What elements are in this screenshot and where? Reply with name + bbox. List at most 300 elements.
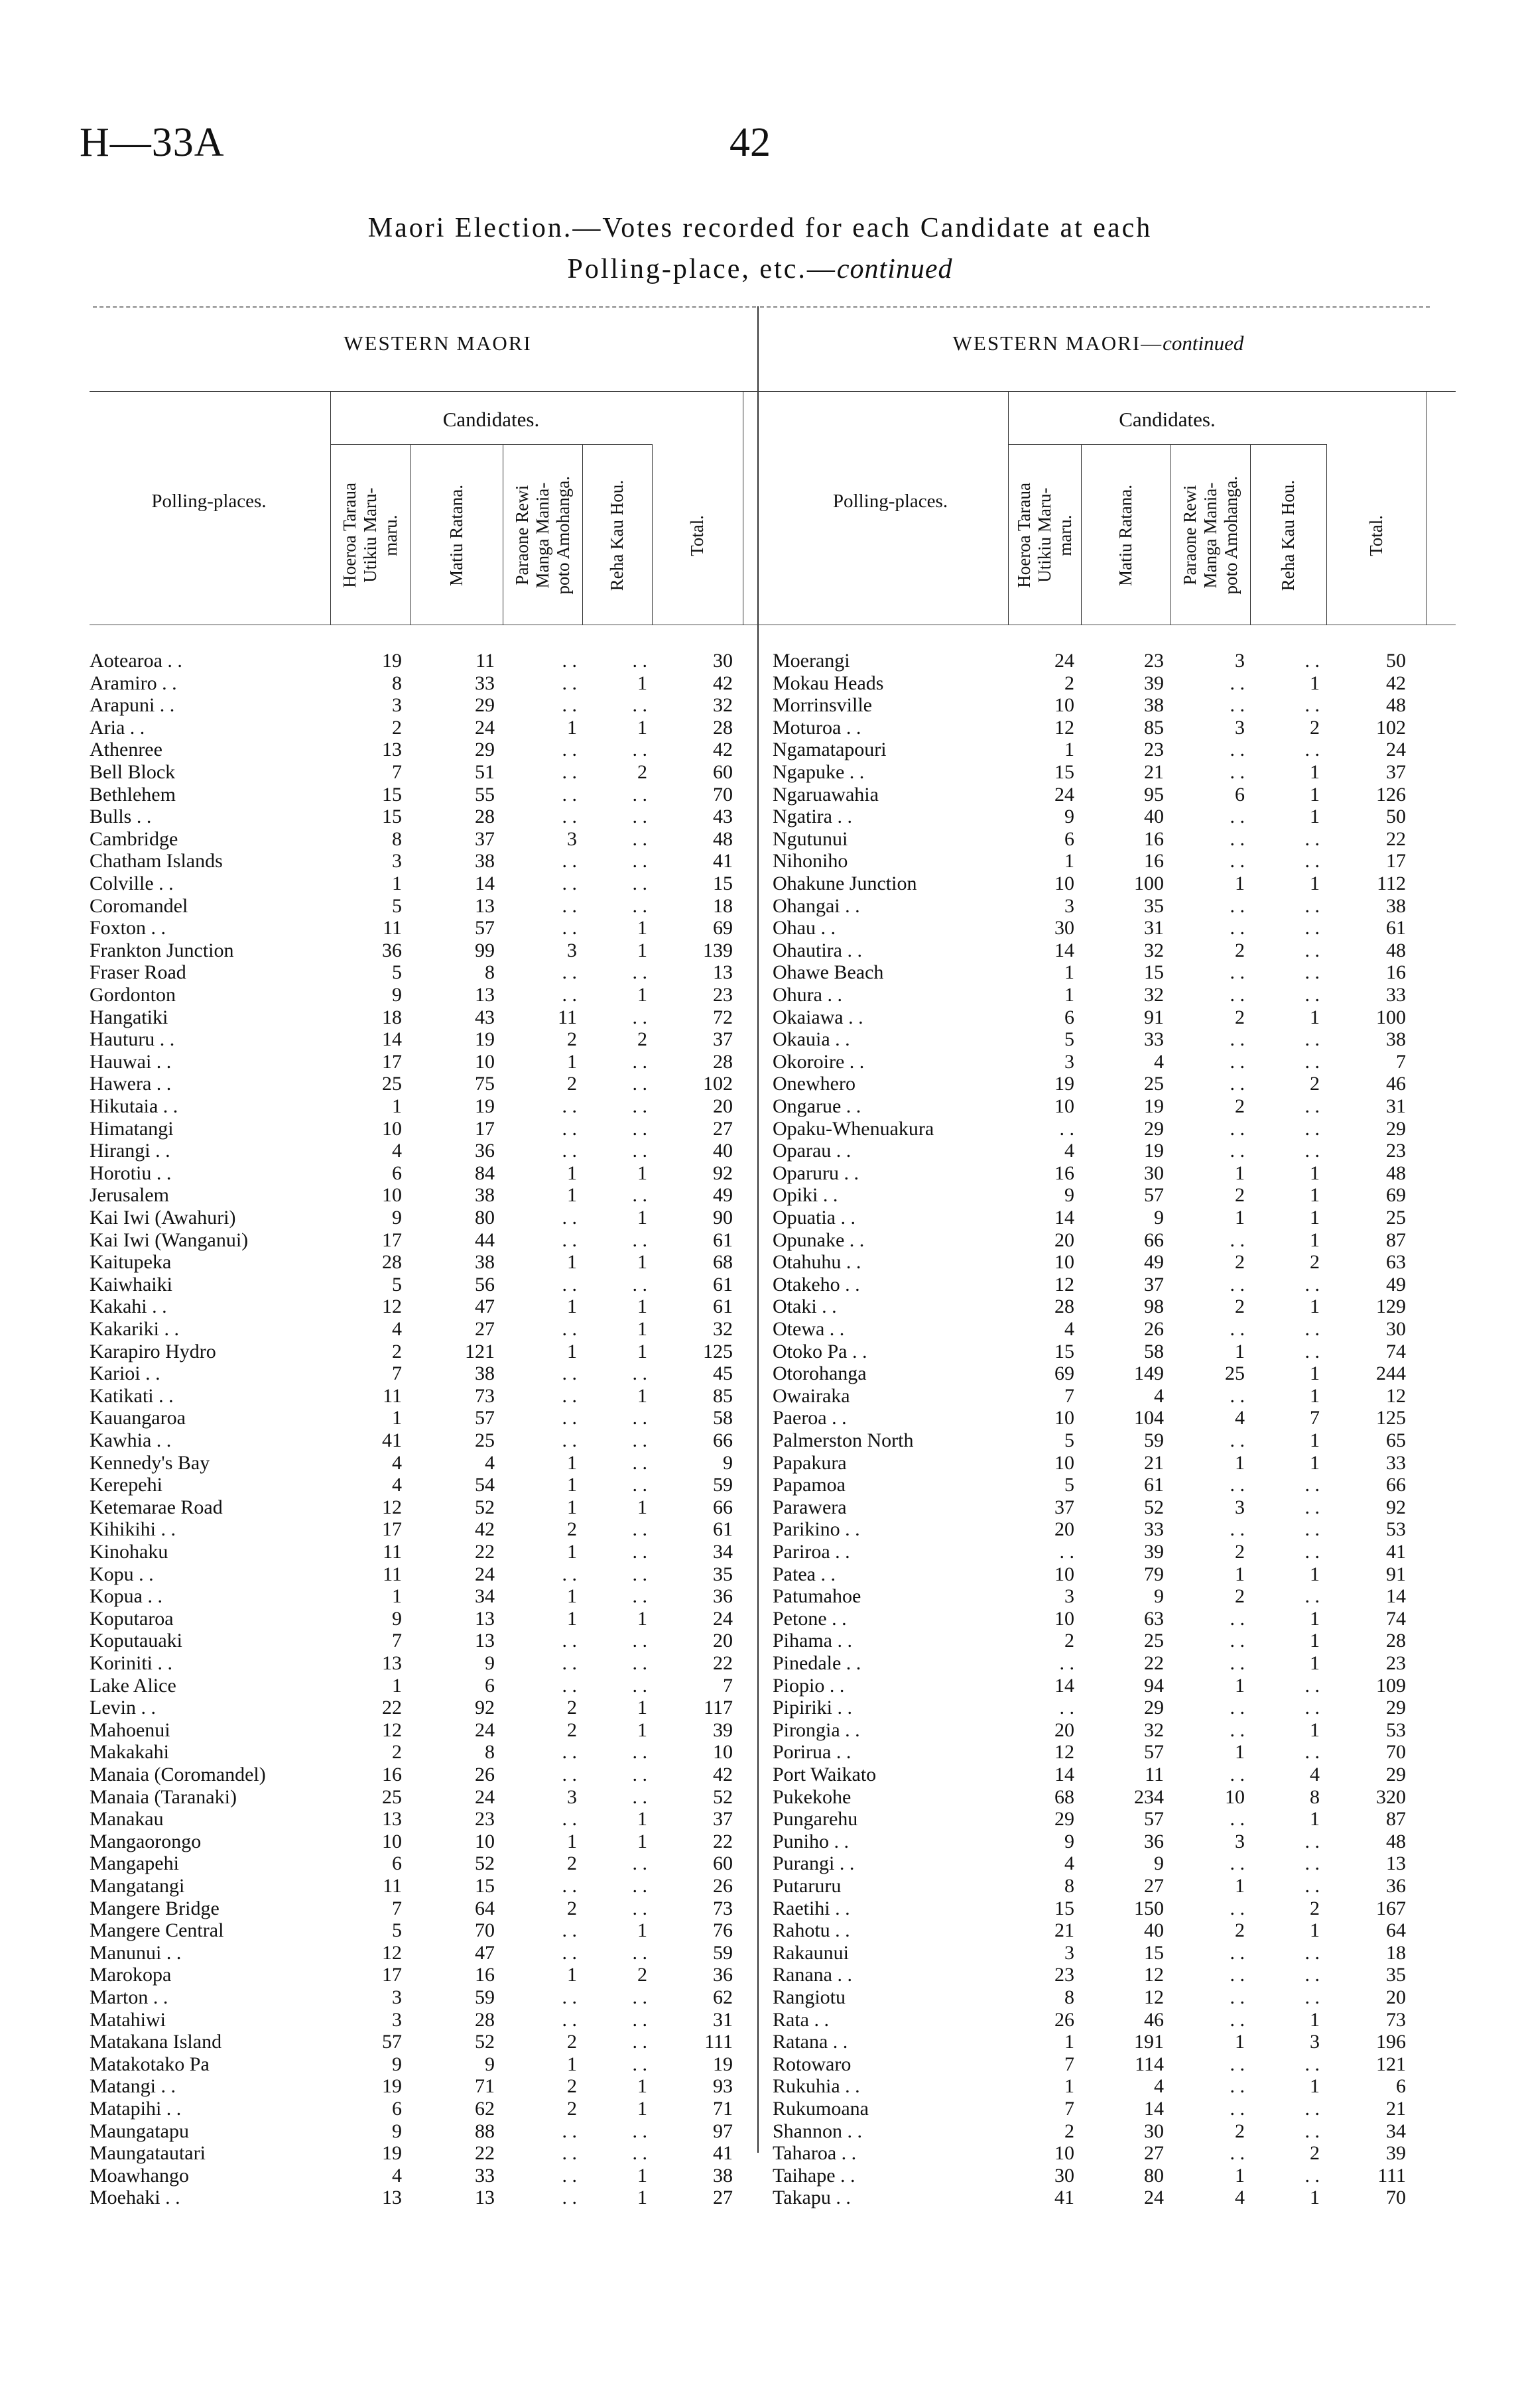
table-row <box>773 1184 1456 1206</box>
cell-ratana: 70 <box>475 1919 495 1942</box>
polling-place-name: Rangiotu <box>773 1986 846 2008</box>
cell-reha: 1 <box>637 1162 647 1184</box>
cell-reha: . . <box>632 1184 647 1207</box>
cell-hoeroa: 1 <box>392 1674 402 1697</box>
cell-paraone: . . <box>1230 672 1245 694</box>
cell-hoeroa: 17 <box>382 1050 402 1073</box>
cell-total: 42 <box>713 672 733 694</box>
cell-reha: 1 <box>1310 1295 1320 1318</box>
cell-paraone: 2 <box>1235 1541 1245 1563</box>
cell-ratana: 59 <box>1144 1429 1164 1451</box>
cell-ratana: 23 <box>475 1808 495 1831</box>
cell-ratana: 30 <box>1144 2120 1164 2142</box>
cell-total: 32 <box>713 1318 733 1340</box>
cell-ratana: 13 <box>475 1630 495 1652</box>
cell-ratana: 15 <box>1144 961 1164 984</box>
cell-reha: . . <box>632 850 647 873</box>
cell-ratana: 40 <box>1144 1919 1164 1942</box>
table-row <box>90 1808 773 1830</box>
table-row <box>90 828 773 850</box>
cell-hoeroa: 15 <box>382 783 402 806</box>
cell-hoeroa: 20 <box>1054 1718 1074 1741</box>
cell-reha: . . <box>632 1630 647 1652</box>
cell-reha: 1 <box>637 2187 647 2209</box>
cell-total: 74 <box>1386 1340 1406 1362</box>
polling-place-name: Bethlehem <box>90 783 176 806</box>
cell-paraone: 1 <box>567 1340 577 1362</box>
cell-reha: 1 <box>1310 1006 1320 1028</box>
cell-reha: 1 <box>1310 1652 1320 1674</box>
cell-paraone: . . <box>1230 2142 1245 2165</box>
cell-ratana: 38 <box>475 850 495 873</box>
cell-reha: . . <box>1304 739 1320 761</box>
cell-hoeroa: 13 <box>382 1808 402 1831</box>
cell-ratana: 150 <box>1134 1897 1164 1919</box>
table-row <box>773 1385 1456 1407</box>
cell-ratana: 24 <box>1144 2187 1164 2209</box>
table-row <box>90 1006 773 1028</box>
cell-reha: 3 <box>1310 2031 1320 2053</box>
cell-paraone: . . <box>1230 761 1245 783</box>
cell-reha: . . <box>632 1474 647 1496</box>
table-row <box>773 1095 1456 1117</box>
polling-place-name: Kaiwhaiki <box>90 1273 172 1295</box>
cell-hoeroa: 5 <box>392 1919 402 1942</box>
cell-total: 121 <box>1376 2053 1406 2075</box>
cell-reha: 1 <box>637 1718 647 1741</box>
cell-total: 22 <box>713 1830 733 1852</box>
cell-hoeroa: 10 <box>1054 2142 1074 2165</box>
cell-ratana: 15 <box>475 1875 495 1897</box>
cell-hoeroa: 8 <box>1064 1875 1074 1897</box>
cell-total: 20 <box>1386 1986 1406 2008</box>
cell-reha: 1 <box>637 2075 647 2098</box>
cell-hoeroa: 12 <box>382 1941 402 1964</box>
cell-paraone: . . <box>1230 894 1245 917</box>
polling-place-name: Horotiu . . <box>90 1162 172 1184</box>
cell-paraone: 2 <box>1235 1919 1245 1942</box>
cell-paraone: . . <box>1230 1474 1245 1496</box>
cell-total: 36 <box>713 1585 733 1608</box>
cell-reha: . . <box>632 1429 647 1451</box>
table-row <box>90 717 773 739</box>
cell-total: 60 <box>713 761 733 783</box>
cell-total: 61 <box>713 1295 733 1318</box>
polling-place-name: Mahoenui <box>90 1718 170 1741</box>
table-row <box>90 1341 773 1362</box>
cell-ratana: 29 <box>1144 1697 1164 1719</box>
table-row <box>773 2053 1456 2075</box>
table-row <box>90 761 773 783</box>
table-row <box>90 1919 773 1941</box>
cell-paraone: 1 <box>567 2053 577 2075</box>
cell-ratana: 46 <box>1144 2008 1164 2031</box>
cell-total: 39 <box>713 1718 733 1741</box>
cell-hoeroa: 3 <box>1064 1050 1074 1073</box>
cell-hoeroa: 2 <box>392 1340 402 1362</box>
cell-total: 63 <box>1386 1251 1406 1274</box>
cell-ratana: 98 <box>1144 1295 1164 1318</box>
cell-paraone: 11 <box>558 1006 577 1028</box>
cell-reha: . . <box>1304 1875 1320 1897</box>
polling-place-name: Opaku-Whenuakura <box>773 1117 934 1140</box>
cell-ratana: 14 <box>475 873 495 894</box>
cell-total: 320 <box>1376 1785 1406 1808</box>
cell-total: 29 <box>1386 1697 1406 1719</box>
header-top-rule <box>90 391 773 392</box>
cell-ratana: 27 <box>1144 2142 1164 2165</box>
polling-place-name: Ohakune Junction <box>773 873 917 894</box>
cell-total: 18 <box>713 894 733 917</box>
table-row <box>773 1675 1456 1697</box>
table-row <box>90 1162 773 1184</box>
cell-total: 30 <box>1386 1318 1406 1340</box>
cell-hoeroa: 15 <box>1054 1897 1074 1919</box>
polling-place-name: Moturoa . . <box>773 716 861 739</box>
cell-ratana: 58 <box>1144 1340 1164 1362</box>
cell-reha: 1 <box>1310 1429 1320 1451</box>
cell-reha: . . <box>632 2120 647 2142</box>
cell-paraone: . . <box>562 739 577 761</box>
cell-hoeroa: 1 <box>1064 961 1074 984</box>
cell-paraone: . . <box>562 1384 577 1407</box>
table-row <box>773 1741 1456 1763</box>
polling-place-name: Hikutaia . . <box>90 1095 178 1117</box>
polling-place-name: Ngapuke . . <box>773 761 865 783</box>
polling-place-name: Opunake . . <box>773 1229 865 1251</box>
cell-reha: . . <box>632 1563 647 1585</box>
cell-ratana: 23 <box>1144 650 1164 672</box>
cell-total: 126 <box>1376 783 1406 806</box>
cell-reha: . . <box>632 894 647 917</box>
cell-reha: . . <box>1304 1697 1320 1719</box>
table-row <box>90 1764 773 1785</box>
table-row <box>90 1986 773 2008</box>
cell-paraone: 10 <box>1225 1785 1245 1808</box>
table-row <box>90 2187 773 2208</box>
cell-paraone: . . <box>1230 2053 1245 2075</box>
cell-hoeroa: 19 <box>382 2075 402 2098</box>
cell-paraone: 2 <box>1235 1006 1245 1028</box>
table-row <box>773 1051 1456 1073</box>
cell-hoeroa: 12 <box>382 1718 402 1741</box>
cell-total: 13 <box>713 961 733 984</box>
cell-total: 102 <box>703 1073 733 1095</box>
cell-ratana: 15 <box>1144 1941 1164 1964</box>
cell-paraone: 1 <box>1235 1451 1245 1474</box>
cell-ratana: 191 <box>1134 2031 1164 2053</box>
table-row <box>90 1541 773 1563</box>
candidates-rule <box>330 444 652 445</box>
cell-reha: 1 <box>637 1318 647 1340</box>
cell-ratana: 8 <box>485 961 495 984</box>
cell-hoeroa: 24 <box>1054 650 1074 672</box>
cell-reha: . . <box>632 1764 647 1785</box>
cell-paraone: 6 <box>1235 783 1245 806</box>
cell-total: 125 <box>703 1340 733 1362</box>
cell-total: 23 <box>1386 1652 1406 1674</box>
table-row <box>773 1362 1456 1384</box>
table-row <box>90 1207 773 1229</box>
cell-ratana: 64 <box>475 1897 495 1919</box>
polling-place-name: Rakaunui <box>773 1941 849 1964</box>
table-row <box>773 1831 1456 1852</box>
polling-place-name: Paeroa . . <box>773 1407 847 1429</box>
cell-ratana: 49 <box>1144 1251 1164 1274</box>
cell-paraone: 1 <box>567 1541 577 1563</box>
cell-reha: 1 <box>637 984 647 1006</box>
table-row <box>90 917 773 939</box>
cell-total: 29 <box>1386 1764 1406 1785</box>
table-row <box>90 1385 773 1407</box>
cell-paraone: . . <box>562 1362 577 1385</box>
cell-reha: . . <box>632 1897 647 1919</box>
column-header-paraone: Paraone Rewi Manga Mania- poto Amohanga. <box>511 476 573 595</box>
cell-paraone: . . <box>1230 827 1245 850</box>
cell-ratana: 25 <box>1144 1630 1164 1652</box>
cell-total: 87 <box>1386 1808 1406 1831</box>
cell-ratana: 62 <box>475 2098 495 2120</box>
polling-place-name: Cambridge <box>90 827 178 850</box>
cell-hoeroa: 8 <box>1064 1986 1074 2008</box>
cell-reha: . . <box>1304 850 1320 873</box>
table-row <box>773 1496 1456 1518</box>
cell-hoeroa: 2 <box>1064 1630 1074 1652</box>
cell-reha: . . <box>632 806 647 828</box>
cell-total: 111 <box>1377 2164 1406 2187</box>
cell-ratana: 44 <box>475 1229 495 1251</box>
polling-place-name: Koputaroa <box>90 1607 174 1630</box>
cell-paraone: . . <box>1230 1964 1245 1986</box>
cell-hoeroa: . . <box>1059 1652 1074 1674</box>
polling-place-name: Maungatapu <box>90 2120 189 2142</box>
cell-paraone: . . <box>562 1808 577 1831</box>
table-row <box>773 717 1456 739</box>
table-row <box>773 1006 1456 1028</box>
cell-total: 33 <box>1386 1451 1406 1474</box>
cell-total: 20 <box>713 1095 733 1117</box>
cell-hoeroa: 4 <box>1064 1318 1074 1340</box>
cell-ratana: 25 <box>1144 1073 1164 1095</box>
cell-reha: 4 <box>1310 1764 1320 1785</box>
cell-hoeroa: 37 <box>1054 1496 1074 1518</box>
cell-reha: 1 <box>1310 1207 1320 1229</box>
cell-total: 70 <box>1386 2187 1406 2209</box>
cell-hoeroa: 30 <box>1054 2164 1074 2187</box>
cell-hoeroa: 6 <box>392 2098 402 2120</box>
cell-paraone: 1 <box>567 1251 577 1274</box>
cell-hoeroa: 1 <box>1064 739 1074 761</box>
cell-total: 42 <box>1386 672 1406 694</box>
cell-reha: 1 <box>1310 672 1320 694</box>
cell-ratana: 21 <box>1144 761 1164 783</box>
cell-ratana: 52 <box>1144 1496 1164 1518</box>
cell-total: 24 <box>1386 739 1406 761</box>
cell-hoeroa: 1 <box>392 873 402 894</box>
cell-reha: . . <box>632 650 647 672</box>
cell-hoeroa: . . <box>1059 1697 1074 1719</box>
polling-place-name: Hawera . . <box>90 1073 172 1095</box>
cell-hoeroa: 9 <box>1064 806 1074 828</box>
cell-ratana: 19 <box>1144 1140 1164 1162</box>
cell-total: 38 <box>1386 894 1406 917</box>
table-row <box>90 1474 773 1496</box>
cell-reha: 1 <box>637 2164 647 2187</box>
cell-reha: . . <box>632 694 647 717</box>
cell-hoeroa: 10 <box>382 1830 402 1852</box>
table-row <box>90 1229 773 1251</box>
polling-place-name: Rata . . <box>773 2008 829 2031</box>
page-title: Maori Election.—Votes recorded for each Candidate at each <box>367 213 1153 243</box>
cell-ratana: 35 <box>1144 894 1164 917</box>
cell-hoeroa: 41 <box>1054 2187 1074 2209</box>
table-row <box>773 1318 1456 1340</box>
polling-place-name: Athenree <box>90 739 162 761</box>
cell-total: 139 <box>703 939 733 961</box>
polling-place-name: Opuatia . . <box>773 1207 855 1229</box>
table-row <box>90 2165 773 2187</box>
polling-place-name: Himatangi <box>90 1117 174 1140</box>
table-row <box>90 1563 773 1585</box>
cell-reha: . . <box>632 1362 647 1385</box>
polling-place-name: Karioi . . <box>90 1362 160 1385</box>
cell-hoeroa: 13 <box>382 739 402 761</box>
cell-total: 6 <box>1396 2075 1406 2098</box>
table-row <box>90 1964 773 1986</box>
table-row <box>773 1563 1456 1585</box>
cell-total: 58 <box>713 1407 733 1429</box>
cell-reha: 1 <box>1310 1718 1320 1741</box>
cell-reha: . . <box>1304 1674 1320 1697</box>
cell-ratana: 91 <box>1144 1006 1164 1028</box>
polling-place-name: Morrinsville <box>773 694 872 717</box>
cell-total: 61 <box>1386 917 1406 939</box>
cell-ratana: 31 <box>1144 917 1164 939</box>
cell-hoeroa: 12 <box>1054 716 1074 739</box>
table-row <box>90 806 773 827</box>
table-row <box>90 784 773 806</box>
cell-reha: . . <box>632 1585 647 1608</box>
polling-place-name: Opiki . . <box>773 1184 838 1207</box>
cell-hoeroa: 26 <box>1054 2008 1074 2031</box>
cell-ratana: 234 <box>1134 1785 1164 1808</box>
cell-ratana: 57 <box>475 1407 495 1429</box>
cell-paraone: 2 <box>567 1852 577 1875</box>
cell-reha: . . <box>632 1741 647 1764</box>
cell-hoeroa: 1 <box>392 1095 402 1117</box>
polling-place-name: Katikati . . <box>90 1384 174 1407</box>
cell-ratana: 66 <box>1144 1229 1164 1251</box>
cell-hoeroa: 4 <box>1064 1852 1074 1875</box>
polling-place-name: Ohautira . . <box>773 939 862 961</box>
cell-hoeroa: 36 <box>382 939 402 961</box>
polling-place-name: Ranana . . <box>773 1964 852 1986</box>
table-row <box>90 2009 773 2031</box>
cell-reha: . . <box>1304 1140 1320 1162</box>
polling-place-name: Gordonton <box>90 984 176 1006</box>
polling-place-name: Colville . . <box>90 873 174 894</box>
cell-total: 42 <box>713 1764 733 1785</box>
cell-ratana: 33 <box>475 672 495 694</box>
cell-paraone: 2 <box>1235 1095 1245 1117</box>
cell-ratana: 57 <box>1144 1741 1164 1764</box>
cell-hoeroa: 1 <box>392 1407 402 1429</box>
cell-ratana: 52 <box>475 1852 495 1875</box>
cell-ratana: 63 <box>1144 1607 1164 1630</box>
table-row <box>773 1986 1456 2008</box>
cell-total: 34 <box>1386 2120 1406 2142</box>
cell-total: 91 <box>1386 1563 1406 1585</box>
polling-place-name: Otoko Pa . . <box>773 1340 867 1362</box>
polling-place-name: Manakau <box>90 1808 164 1831</box>
cell-hoeroa: 5 <box>392 894 402 917</box>
table-row <box>773 917 1456 939</box>
polling-place-name: Puniho . . <box>773 1830 850 1852</box>
cell-paraone: . . <box>562 2008 577 2031</box>
cell-ratana: 114 <box>1135 2053 1164 2075</box>
polling-place-name: Levin . . <box>90 1697 156 1719</box>
cell-reha: . . <box>1304 961 1320 984</box>
cell-total: 27 <box>713 1117 733 1140</box>
table-row <box>90 2120 773 2142</box>
cell-paraone: 25 <box>1225 1362 1245 1385</box>
polling-place-name: Mangere Bridge <box>90 1897 220 1919</box>
table-row <box>90 1274 773 1295</box>
cell-hoeroa: 4 <box>392 1140 402 1162</box>
cell-ratana: 19 <box>475 1095 495 1117</box>
cell-reha: . . <box>1304 694 1320 717</box>
cell-ratana: 40 <box>1144 806 1164 828</box>
table-row <box>773 1341 1456 1362</box>
polling-place-name: Kerepehi <box>90 1474 162 1496</box>
table-row <box>773 1251 1456 1273</box>
cell-paraone: . . <box>562 2187 577 2209</box>
cell-paraone: 2 <box>1235 939 1245 961</box>
cell-hoeroa: 19 <box>382 650 402 672</box>
cell-reha: 1 <box>637 1830 647 1852</box>
cell-total: 167 <box>1376 1897 1406 1919</box>
cell-reha: 1 <box>1310 1162 1320 1184</box>
cell-hoeroa: 7 <box>392 1362 402 1385</box>
polling-place-name: Moerangi <box>773 650 850 672</box>
cell-reha: . . <box>632 827 647 850</box>
cell-total: 37 <box>1386 761 1406 783</box>
cell-total: 35 <box>1386 1964 1406 1986</box>
polling-place-name: Mokau Heads <box>773 672 884 694</box>
cell-ratana: 88 <box>475 2120 495 2142</box>
cell-ratana: 57 <box>1144 1808 1164 1831</box>
cell-ratana: 26 <box>475 1764 495 1785</box>
cell-paraone: 2 <box>1235 1251 1245 1274</box>
cell-paraone: 3 <box>1235 716 1245 739</box>
cell-total: 31 <box>1386 1095 1406 1117</box>
cell-paraone: 2 <box>567 1897 577 1919</box>
polling-place-name: Pirongia . . <box>773 1718 860 1741</box>
polling-place-name: Otewa . . <box>773 1318 845 1340</box>
cell-ratana: 104 <box>1134 1407 1164 1429</box>
cell-hoeroa: 7 <box>1064 1384 1074 1407</box>
cell-reha: . . <box>1304 827 1320 850</box>
cell-ratana: 38 <box>475 1184 495 1207</box>
cell-ratana: 33 <box>1144 1518 1164 1541</box>
cell-reha: 1 <box>1310 873 1320 894</box>
table-row <box>90 984 773 1006</box>
cell-ratana: 71 <box>475 2075 495 2098</box>
table-row <box>773 2142 1456 2164</box>
cell-total: 102 <box>1376 716 1406 739</box>
cell-ratana: 10 <box>475 1050 495 1073</box>
table-row <box>90 1318 773 1340</box>
